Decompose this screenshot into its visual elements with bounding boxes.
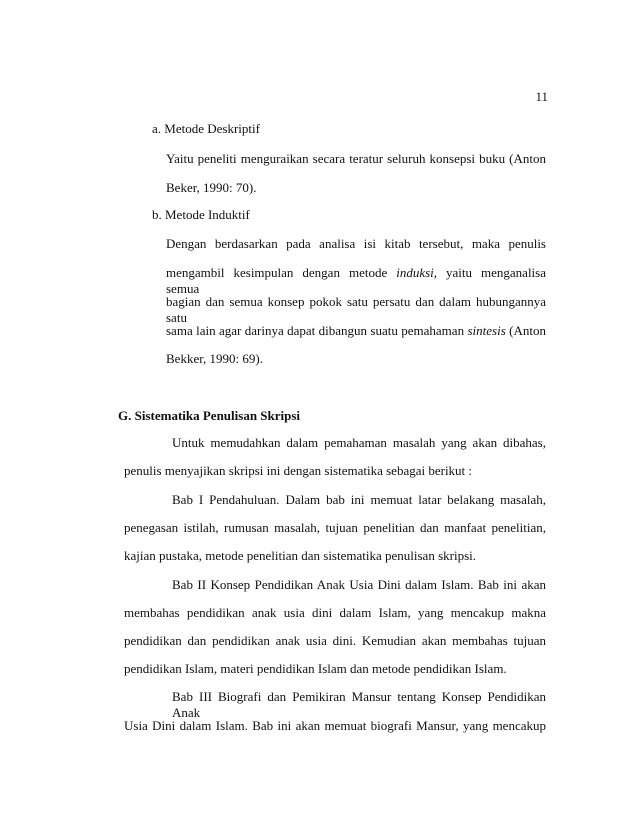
paragraph-line: Bab I Pendahuluan. Dalam bab ini memuat latar belakang masalah, <box>172 492 546 507</box>
subheading-metode-induktif: b. Metode Induktif <box>152 207 250 222</box>
paragraph-line: pendidikan Islam, materi pendidikan Islam dan metode pendidikan Islam. <box>124 661 507 676</box>
paragraph-line: pendidikan dan pendidikan anak usia dini. Kemudian akan membahas tujuan <box>124 633 546 648</box>
paragraph-line <box>166 265 546 297</box>
subheading-metode-deskriptif: a. Metode Deskriptif <box>152 121 260 136</box>
text-run: mengambil kesimpulan dengan metode <box>166 265 397 280</box>
text-run: (Anton <box>505 323 546 338</box>
paragraph-line: Yaitu peneliti menguraikan secara teratur seluruh konsepsi buku (Anton <box>166 151 546 166</box>
text-run: , yaitu menganalisa semua <box>166 265 546 296</box>
paragraph-line: Bekker, 1990: 69). <box>166 351 263 366</box>
paragraph-line <box>166 323 546 339</box>
paragraph-line: Beker, 1990: 70). <box>166 180 257 195</box>
section-heading: G. Sistematika Penulisan Skripsi <box>118 408 301 423</box>
page-number: 11 <box>535 89 548 104</box>
paragraph-line: penegasan istilah, rumusan masalah, tujuan penelitian dan manfaat penelitian, <box>124 520 546 535</box>
paragraph-line: membahas pendidikan anak usia dini dalam Islam, yang mencakup makna <box>124 605 546 620</box>
italic-term: induksi <box>396 265 434 280</box>
paragraph-line: bagian dan semua konsep pokok satu persatu dan dalam hubungannya satu <box>166 294 546 325</box>
paragraph-line: Bab II Konsep Pendidikan Anak Usia Dini dalam Islam. Bab ini akan <box>172 577 546 592</box>
paragraph-line: Usia Dini dalam Islam. Bab ini akan memuat biografi Mansur, yang mencakup <box>124 718 546 733</box>
paragraph-line: Dengan berdasarkan pada analisa isi kitab tersebut, maka penulis <box>166 236 546 251</box>
paragraph-line: penulis menyajikan skripsi ini dengan sistematika sebagai berikut : <box>124 463 473 478</box>
text-run: sama lain agar darinya dapat dibangun suatu pemahaman <box>166 323 468 338</box>
paragraph-line: kajian pustaka, metode penelitian dan sistematika penulisan skripsi. <box>124 548 476 563</box>
paragraph-line: Bab III Biografi dan Pemikiran Mansur tentang Konsep Pendidikan Anak <box>172 689 546 720</box>
paragraph-line: Untuk memudahkan dalam pemahaman masalah yang akan dibahas, <box>172 435 546 450</box>
italic-term: sintesis <box>467 323 506 338</box>
